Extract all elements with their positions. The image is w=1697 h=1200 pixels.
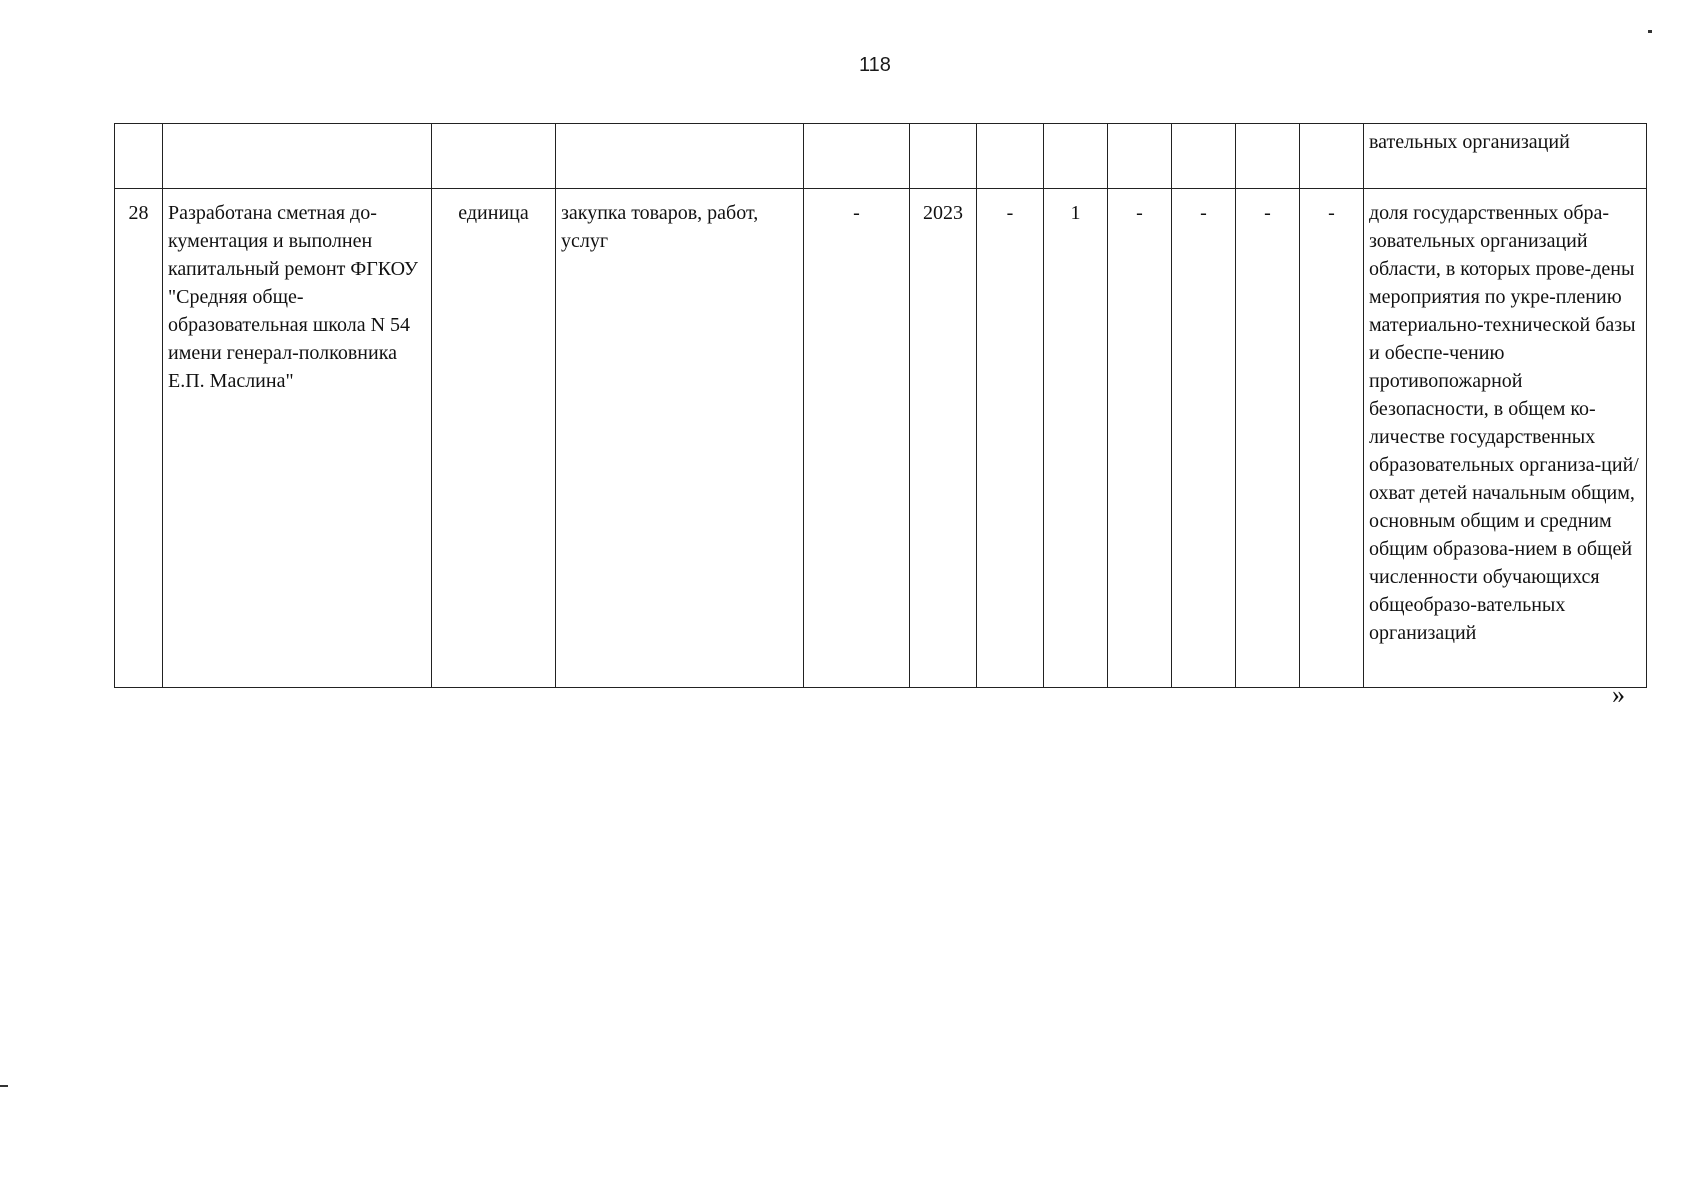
cell-indicator: вательных организаций <box>1364 124 1647 189</box>
table-row <box>115 189 1647 688</box>
cell-value <box>1172 124 1236 189</box>
cell-value-2026: - <box>1236 189 1300 688</box>
cell-value <box>1236 124 1300 189</box>
cell-indicator: доля государственных обра-зовательных организаций области, в которых прове-дены мероприятия по укре-плению материально-технической базы и обеспе-чению противопожарной безопасности, в общем ко-личестве государственных образовательных организа-ций/охват детей начальным общим, основным общим и средним общим образова-нием в общей численности обучающихся общеобразо-вательных организаций <box>1364 189 1647 688</box>
page-number: 118 <box>859 54 891 76</box>
cell-value-2027: - <box>1300 189 1364 688</box>
cell-value-2024: - <box>1108 189 1172 688</box>
cell-base-value: - <box>804 189 910 688</box>
cell-num <box>115 124 163 189</box>
measures-table <box>114 123 1647 688</box>
cell-name: Разработана сметная до-кументация и выполнен капитальный ремонт ФГКОУ "Средняя обще-образовательная школа N 54 имени генерал-полковника Е.П. Маслина" <box>163 189 432 688</box>
cell-type <box>556 124 804 189</box>
cell-value <box>1300 124 1364 189</box>
cell-value <box>1108 124 1172 189</box>
cell-name <box>163 124 432 189</box>
cell-type: закупка товаров, работ, услуг <box>556 189 804 688</box>
closing-quote: » <box>1612 680 1625 709</box>
cell-value <box>1044 124 1108 189</box>
table-row-continued <box>115 124 1647 189</box>
cell-year <box>910 124 977 189</box>
cell-value-2022: - <box>977 189 1044 688</box>
cell-num: 28 <box>115 189 163 688</box>
cell-unit: единица <box>432 189 556 688</box>
cell-base-value <box>804 124 910 189</box>
cell-value <box>977 124 1044 189</box>
scan-mark <box>0 1085 8 1087</box>
cell-year: 2023 <box>910 189 977 688</box>
scan-mark <box>1648 30 1652 33</box>
cell-value-2025: - <box>1172 189 1236 688</box>
cell-unit <box>432 124 556 189</box>
cell-value-2023: 1 <box>1044 189 1108 688</box>
